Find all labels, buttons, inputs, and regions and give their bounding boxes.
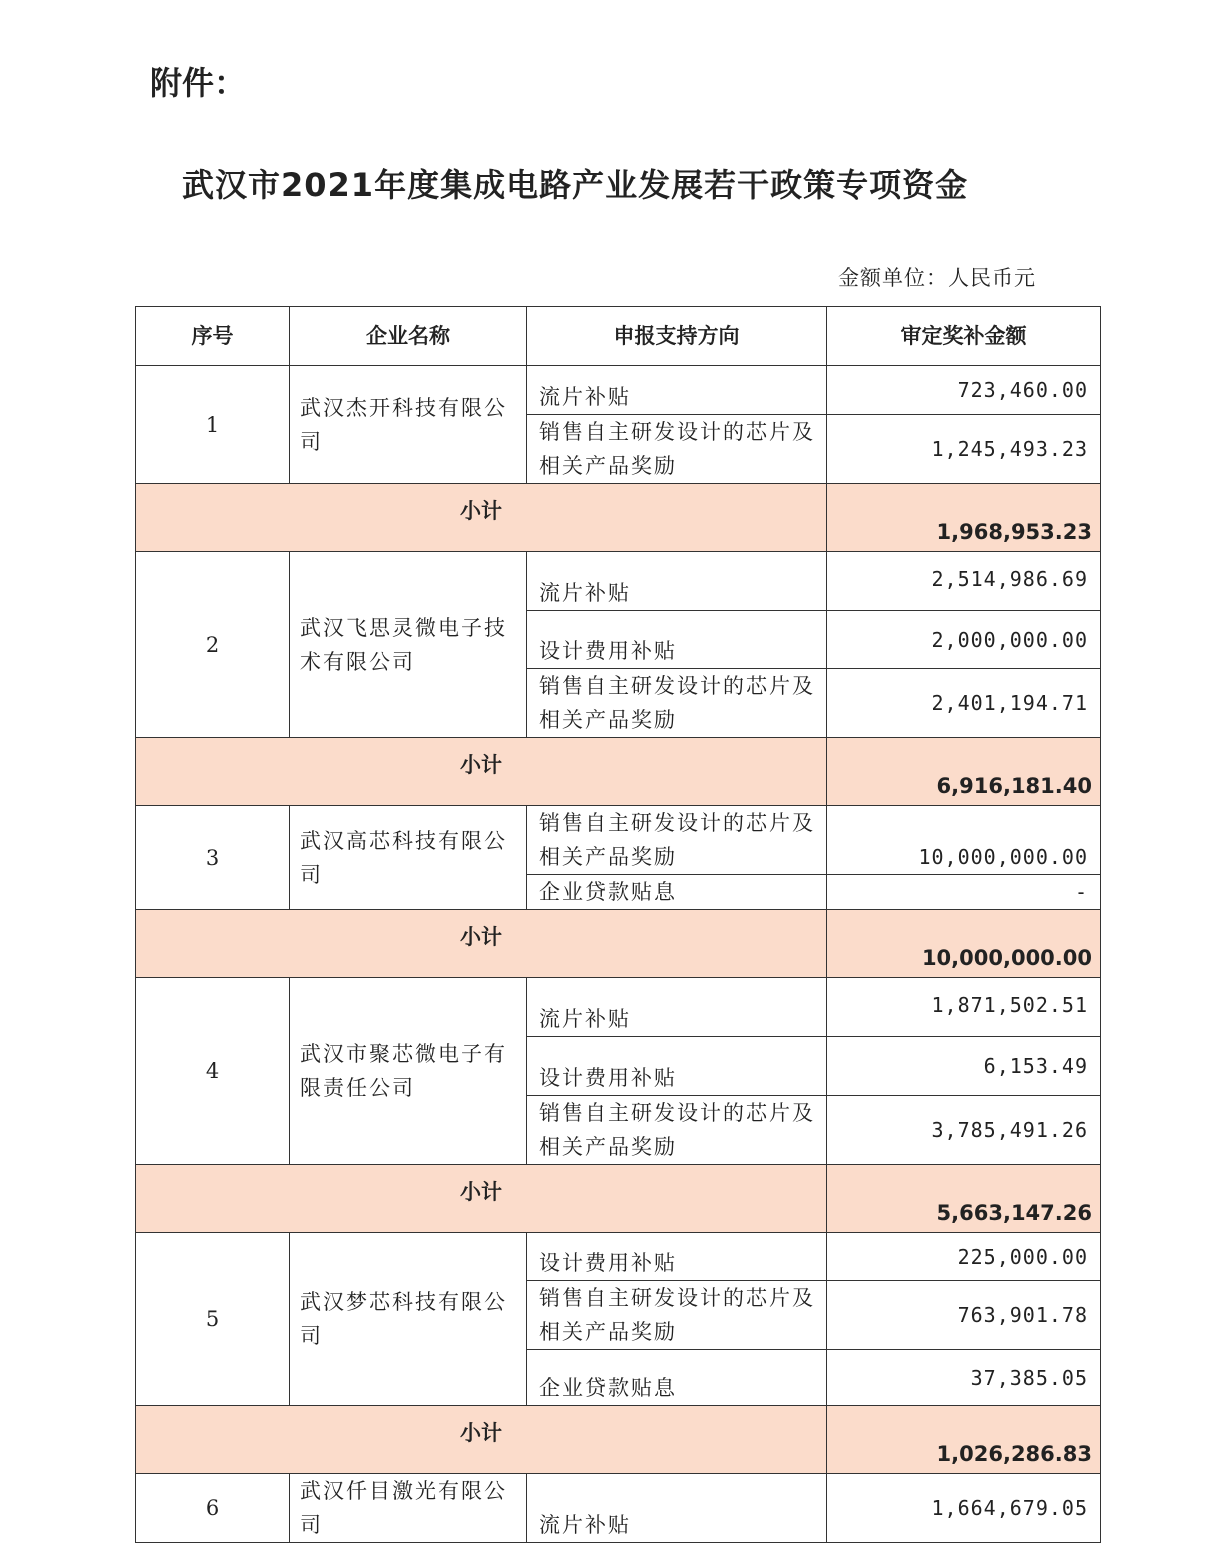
subtotal-amount: 1,026,286.83 [827, 1406, 1101, 1474]
subtotal-amount: 1,968,953.23 [827, 484, 1101, 552]
table-row [136, 366, 1101, 415]
support-direction: 企业贷款贴息 [527, 875, 827, 910]
support-direction: 流片补贴 [527, 552, 827, 611]
award-amount: 1,664,679.05 [827, 1474, 1101, 1543]
subtotal-row [136, 1165, 1101, 1233]
company-name: 武汉杰开科技有限公司 [290, 366, 527, 484]
subtotal-row [136, 910, 1101, 978]
award-amount: 763,901.78 [827, 1281, 1101, 1350]
company-name: 武汉市聚芯微电子有限责任公司 [290, 978, 527, 1165]
company-name: 武汉仟目激光有限公司 [290, 1474, 527, 1543]
award-amount: 723,460.00 [827, 366, 1101, 415]
support-direction: 流片补贴 [527, 1474, 827, 1543]
award-amount: 2,000,000.00 [827, 611, 1101, 669]
row-seq: 6 [136, 1474, 290, 1543]
award-amount: 2,514,986.69 [827, 552, 1101, 611]
table-row [136, 978, 1101, 1037]
attachment-label: 附件： [150, 64, 247, 102]
grant-table [135, 306, 1101, 1543]
row-seq: 3 [136, 806, 290, 910]
subtotal-row [136, 738, 1101, 806]
table-row [136, 552, 1101, 611]
company-name: 武汉高芯科技有限公司 [290, 806, 527, 910]
row-seq: 2 [136, 552, 290, 738]
column-header-company: 企业名称 [290, 307, 527, 366]
award-amount: 10,000,000.00 [827, 806, 1101, 875]
subtotal-amount: 10,000,000.00 [827, 910, 1101, 978]
support-direction: 销售自主研发设计的芯片及相关产品奖励 [527, 806, 827, 875]
subtotal-row [136, 484, 1101, 552]
support-direction: 销售自主研发设计的芯片及相关产品奖励 [527, 415, 827, 484]
support-direction: 流片补贴 [527, 366, 827, 415]
company-name: 武汉梦芯科技有限公司 [290, 1233, 527, 1406]
support-direction: 设计费用补贴 [527, 1233, 827, 1281]
subtotal-amount: 5,663,147.26 [827, 1165, 1101, 1233]
support-direction: 企业贷款贴息 [527, 1350, 827, 1406]
table-row [136, 1474, 1101, 1543]
award-amount: 37,385.05 [827, 1350, 1101, 1406]
award-amount: 1,871,502.51 [827, 978, 1101, 1037]
table-row [136, 806, 1101, 875]
document-title: 武汉市2021年度集成电路产业发展若干政策专项资金 [182, 166, 969, 204]
award-amount: 225,000.00 [827, 1233, 1101, 1281]
subtotal-label: 小计 [136, 910, 827, 978]
support-direction: 销售自主研发设计的芯片及相关产品奖励 [527, 1096, 827, 1165]
column-header-seq: 序号 [136, 307, 290, 366]
row-seq: 1 [136, 366, 290, 484]
row-seq: 4 [136, 978, 290, 1165]
award-amount: 6,153.49 [827, 1037, 1101, 1096]
support-direction: 流片补贴 [527, 978, 827, 1037]
support-direction: 设计费用补贴 [527, 1037, 827, 1096]
award-amount: 1,245,493.23 [827, 415, 1101, 484]
currency-unit-note: 金额单位：人民币元 [838, 266, 1036, 290]
award-amount: 3,785,491.26 [827, 1096, 1101, 1165]
company-name: 武汉飞思灵微电子技术有限公司 [290, 552, 527, 738]
subtotal-label: 小计 [136, 738, 827, 806]
subtotal-label: 小计 [136, 484, 827, 552]
support-direction: 设计费用补贴 [527, 611, 827, 669]
award-amount: 2,401,194.71 [827, 669, 1101, 738]
table-row [136, 1233, 1101, 1281]
column-header-direction: 申报支持方向 [527, 307, 827, 366]
subtotal-label: 小计 [136, 1406, 827, 1474]
subtotal-label: 小计 [136, 1165, 827, 1233]
subtotal-row [136, 1406, 1101, 1474]
support-direction: 销售自主研发设计的芯片及相关产品奖励 [527, 669, 827, 738]
row-seq: 5 [136, 1233, 290, 1406]
support-direction: 销售自主研发设计的芯片及相关产品奖励 [527, 1281, 827, 1350]
column-header-amount: 审定奖补金额 [827, 307, 1101, 366]
table-header-row [136, 307, 1101, 366]
award-amount: - [827, 875, 1101, 910]
subtotal-amount: 6,916,181.40 [827, 738, 1101, 806]
